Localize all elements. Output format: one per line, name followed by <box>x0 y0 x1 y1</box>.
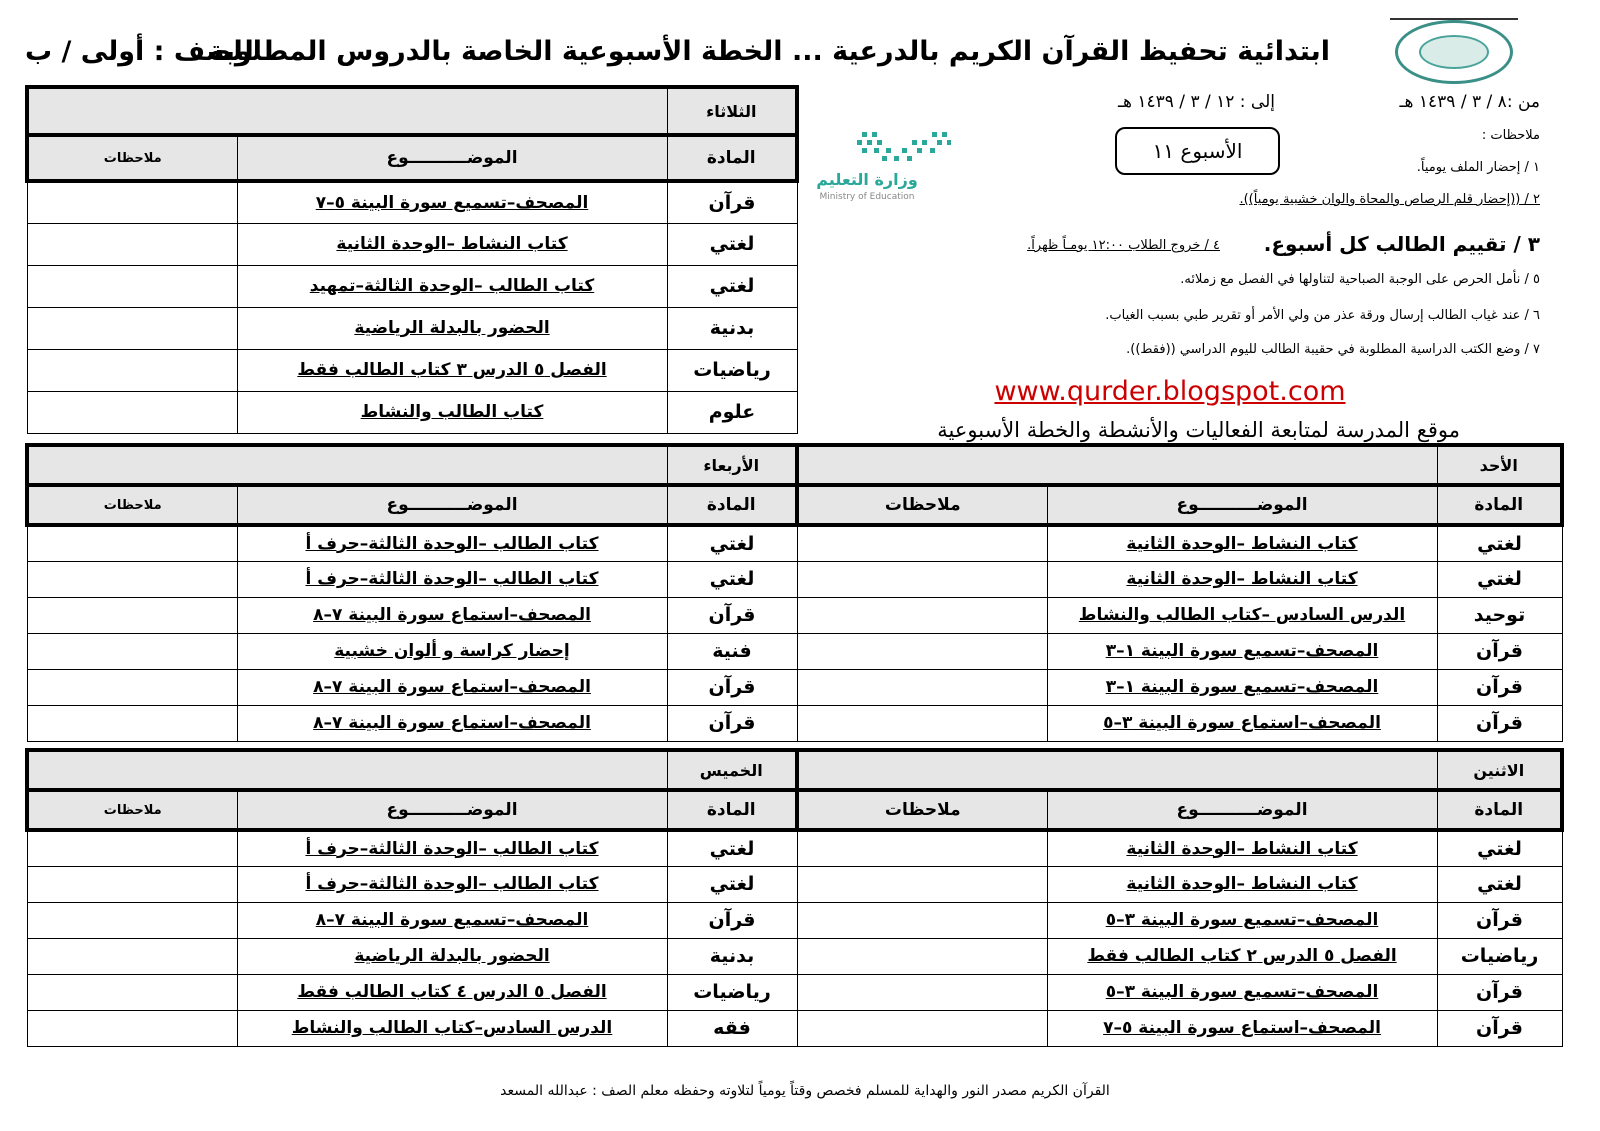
notes-cell <box>27 974 237 1010</box>
topic-cell: كتاب النشاط –الوحدة الثانية <box>1047 561 1437 597</box>
subject-cell: لغتي <box>667 223 797 265</box>
notes-header: ملاحظات <box>27 790 237 830</box>
topic-cell: المصحف–تسميع سورة البينة ٧–٨ <box>237 902 667 938</box>
day-label-sunday: الأحد <box>1437 445 1562 485</box>
note-5: ٥ / نأمل الحرص على الوجبة الصباحية لتناولها في الفصل مع زملائه. <box>1180 272 1540 287</box>
subject-header: المادة <box>667 790 797 830</box>
topic-cell: المصحف–استماع سورة البينة ٧–٨ <box>237 669 667 705</box>
subject-cell: لغتي <box>1437 561 1562 597</box>
notes-cell <box>27 669 237 705</box>
notes-cell <box>797 561 1047 597</box>
subject-cell: لغتي <box>667 830 797 866</box>
topic-cell: كتاب النشاط –الوحدة الثانية <box>1047 525 1437 561</box>
notes-heading: ملاحظات : <box>1481 128 1540 143</box>
notes-cell <box>27 830 237 866</box>
table-sunday <box>795 443 1564 742</box>
table-row <box>27 866 797 902</box>
table-row <box>27 669 797 705</box>
date-to: إلى : ١٢ / ٣ / ١٤٣٩ هـ <box>1118 92 1275 112</box>
subject-header: المادة <box>1437 485 1562 525</box>
subject-cell: قرآن <box>667 597 797 633</box>
table-row <box>27 561 797 597</box>
topic-cell: الفصل ٥ الدرس ٢ كتاب الطالب فقط <box>1047 938 1437 974</box>
subject-cell: رياضيات <box>667 349 797 391</box>
notes-cell <box>797 705 1047 741</box>
notes-cell <box>27 1010 237 1046</box>
topic-cell: إحضار كراسة و ألوان خشبية <box>237 633 667 669</box>
subject-cell: قرآن <box>1437 902 1562 938</box>
note-3: ٣ / تقييم الطالب كل أسبوع. <box>1263 232 1540 256</box>
subject-cell: قرآن <box>1437 669 1562 705</box>
day-label-monday: الاثنين <box>1437 750 1562 790</box>
subject-cell: قرآن <box>667 902 797 938</box>
topic-header: الموضــــــــــوع <box>1047 485 1437 525</box>
notes-cell <box>797 597 1047 633</box>
subject-cell: لغتي <box>667 525 797 561</box>
topic-cell: المصحف–تسميع سورة البينة ٣–٥ <box>1047 974 1437 1010</box>
subject-cell: لغتي <box>667 265 797 307</box>
table-row <box>797 561 1562 597</box>
notes-cell <box>797 633 1047 669</box>
notes-cell <box>797 1010 1047 1046</box>
notes-cell <box>27 597 237 633</box>
table-row <box>797 705 1562 741</box>
table-row <box>27 705 797 741</box>
notes-header: ملاحظات <box>27 135 237 181</box>
school-url[interactable]: www.qurder.blogspot.com <box>994 376 1346 407</box>
notes-cell <box>797 830 1047 866</box>
topic-cell: كتاب الطالب –الوحدة الثالثة–تمهيد <box>237 265 667 307</box>
topic-cell: كتاب الطالب –الوحدة الثالثة–حرف أ <box>237 830 667 866</box>
topic-cell: الفصل ٥ الدرس ٣ كتاب الطالب فقط <box>237 349 667 391</box>
topic-cell: المصحف–استماع سورة البينة ٧–٨ <box>237 705 667 741</box>
table-row <box>797 902 1562 938</box>
table-row <box>27 223 797 265</box>
notes-cell <box>27 349 237 391</box>
topic-cell: المصحف–استماع سورة البينة ٧–٨ <box>237 597 667 633</box>
subject-cell: بدنية <box>667 938 797 974</box>
topic-cell: الدرس السادس –كتاب الطالب والنشاط <box>1047 597 1437 633</box>
subject-cell: لغتي <box>667 866 797 902</box>
subject-cell: قرآن <box>1437 1010 1562 1046</box>
subject-cell: رياضيات <box>1437 938 1562 974</box>
ministry-logo <box>812 130 952 210</box>
note-7: ٧ / وضع الكتب الدراسية المطلوبة في حقيبة الطالب لليوم الدراسي ((فقط)). <box>1126 342 1540 357</box>
topic-cell: الحضور بالبدلة الرياضية <box>237 307 667 349</box>
subject-cell: قرآن <box>667 669 797 705</box>
topic-cell: المصحف–تسميع سورة البينة ١–٣ <box>1047 669 1437 705</box>
footer-text: القرآن الكريم مصدر النور والهداية للمسلم فخصص وقتاً يومياً لتلاوته وحفظه معلم الصف : عبدالله المسعد <box>500 1083 1110 1099</box>
table-row <box>797 938 1562 974</box>
topic-cell: الدرس السادس–كتاب الطالب والنشاط <box>237 1010 667 1046</box>
table-tuesday <box>25 85 799 434</box>
table-row <box>27 1010 797 1046</box>
table-row <box>797 1010 1562 1046</box>
subject-cell: لغتي <box>1437 525 1562 561</box>
topic-header: الموضــــــــــوع <box>237 790 667 830</box>
table-monday <box>795 748 1564 1047</box>
subject-header: المادة <box>667 485 797 525</box>
table-row <box>27 597 797 633</box>
notes-cell <box>27 902 237 938</box>
topic-header: الموضــــــــــوع <box>237 135 667 181</box>
subject-cell: لغتي <box>1437 866 1562 902</box>
topic-cell: كتاب الطالب والنشاط <box>237 391 667 433</box>
subject-cell: قرآن <box>667 705 797 741</box>
notes-cell <box>797 669 1047 705</box>
page-title: ابتدائية تحفيظ القرآن الكريم بالدرعية ... الخطة الأسبوعية الخاصة بالدروس المطلوبة <box>208 36 1330 67</box>
notes-cell <box>27 705 237 741</box>
notes-cell <box>797 974 1047 1010</box>
table-row <box>27 181 797 223</box>
topic-cell: المصحف–تسميع سورة البينة ١–٣ <box>1047 633 1437 669</box>
ministry-name-en: Ministry of Education <box>819 192 915 202</box>
table-row <box>797 974 1562 1010</box>
subject-cell: توحيد <box>1437 597 1562 633</box>
day-label-thursday: الخميس <box>667 750 797 790</box>
topic-cell: كتاب النشاط –الوحدة الثانية <box>1047 866 1437 902</box>
notes-cell <box>27 866 237 902</box>
table-row <box>27 902 797 938</box>
notes-cell <box>27 561 237 597</box>
subject-cell: فقه <box>667 1010 797 1046</box>
site-description: موقع المدرسة لمتابعة الفعاليات والأنشطة والخطة الأسبوعية <box>937 418 1460 442</box>
note-4: ٤ / خروج الطلاب ١٢:٠٠ يومـاً ظهراً. <box>1027 238 1220 253</box>
note-2: ٢ / ((إحضار قلم الرصاص والمحاة والوان خشبية يومياً)). <box>1239 192 1540 207</box>
topic-cell: كتاب الطالب –الوحدة الثالثة–حرف أ <box>237 866 667 902</box>
topic-cell: المصحف–تسميع سورة البينة ٥–٧ <box>237 181 667 223</box>
topic-cell: كتاب الطالب –الوحدة الثالثة–حرف أ <box>237 525 667 561</box>
topic-cell: المصحف–تسميع سورة البينة ٣–٥ <box>1047 902 1437 938</box>
table-row <box>797 830 1562 866</box>
notes-cell <box>27 938 237 974</box>
table-row <box>797 597 1562 633</box>
table-row <box>27 307 797 349</box>
topic-cell: المصحف–استماع سورة البينة ٥–٧ <box>1047 1010 1437 1046</box>
subject-cell: علوم <box>667 391 797 433</box>
subject-cell: قرآن <box>1437 705 1562 741</box>
topic-cell: كتاب النشاط –الوحدة الثانية <box>237 223 667 265</box>
topic-cell: الفصل ٥ الدرس ٤ كتاب الطالب فقط <box>237 974 667 1010</box>
topic-cell: الحضور بالبدلة الرياضية <box>237 938 667 974</box>
notes-cell <box>797 525 1047 561</box>
table-row <box>27 974 797 1010</box>
table-row <box>27 830 797 866</box>
table-row <box>27 525 797 561</box>
subject-cell: بدنية <box>667 307 797 349</box>
subject-cell: قرآن <box>667 181 797 223</box>
table-row <box>797 525 1562 561</box>
day-label-wednesday: الأربعاء <box>667 445 797 485</box>
note-1: ١ / إحضار الملف يومياً. <box>1416 160 1540 175</box>
notes-cell <box>27 525 237 561</box>
date-from: من :٨ / ٣ / ١٤٣٩ هـ <box>1399 92 1540 112</box>
notes-header: ملاحظات <box>797 485 1047 525</box>
notes-header: ملاحظات <box>797 790 1047 830</box>
table-row <box>27 633 797 669</box>
notes-cell <box>27 181 237 223</box>
table-row <box>27 938 797 974</box>
notes-cell <box>27 265 237 307</box>
notes-cell <box>27 223 237 265</box>
week-badge: الأسبوع ١١ <box>1115 127 1280 175</box>
class-label: للصف : أولى / ب <box>25 36 254 67</box>
notes-cell <box>797 866 1047 902</box>
table-row <box>27 349 797 391</box>
notes-cell <box>27 307 237 349</box>
notes-cell <box>27 633 237 669</box>
ministry-name-ar: وزارة التعليم <box>816 170 918 189</box>
notes-cell <box>797 902 1047 938</box>
day-label-tuesday: الثلاثاء <box>667 87 797 135</box>
table-row <box>27 265 797 307</box>
topic-cell: المصحف–استماع سورة البينة ٣–٥ <box>1047 705 1437 741</box>
topic-header: الموضــــــــــوع <box>1047 790 1437 830</box>
subject-cell: قرآن <box>1437 633 1562 669</box>
topic-cell: كتاب النشاط –الوحدة الثانية <box>1047 830 1437 866</box>
school-logo <box>1395 20 1513 84</box>
subject-cell: رياضيات <box>667 974 797 1010</box>
topic-cell: كتاب الطالب –الوحدة الثالثة–حرف أ <box>237 561 667 597</box>
subject-cell: قرآن <box>1437 974 1562 1010</box>
note-6: ٦ / عند غياب الطالب إرسال ورقة عذر من ولي الأمر أو تقرير طبي بسبب الغياب. <box>1105 308 1540 323</box>
subject-header: المادة <box>667 135 797 181</box>
table-thursday <box>25 748 799 1047</box>
subject-cell: فنية <box>667 633 797 669</box>
notes-cell <box>797 938 1047 974</box>
table-wednesday <box>25 443 799 742</box>
notes-header: ملاحظات <box>27 485 237 525</box>
table-row <box>797 866 1562 902</box>
subject-header: المادة <box>1437 790 1562 830</box>
topic-header: الموضــــــــــوع <box>237 485 667 525</box>
notes-cell <box>27 391 237 433</box>
subject-cell: لغتي <box>1437 830 1562 866</box>
subject-cell: لغتي <box>667 561 797 597</box>
table-row <box>797 633 1562 669</box>
table-row <box>797 669 1562 705</box>
table-row <box>27 391 797 433</box>
